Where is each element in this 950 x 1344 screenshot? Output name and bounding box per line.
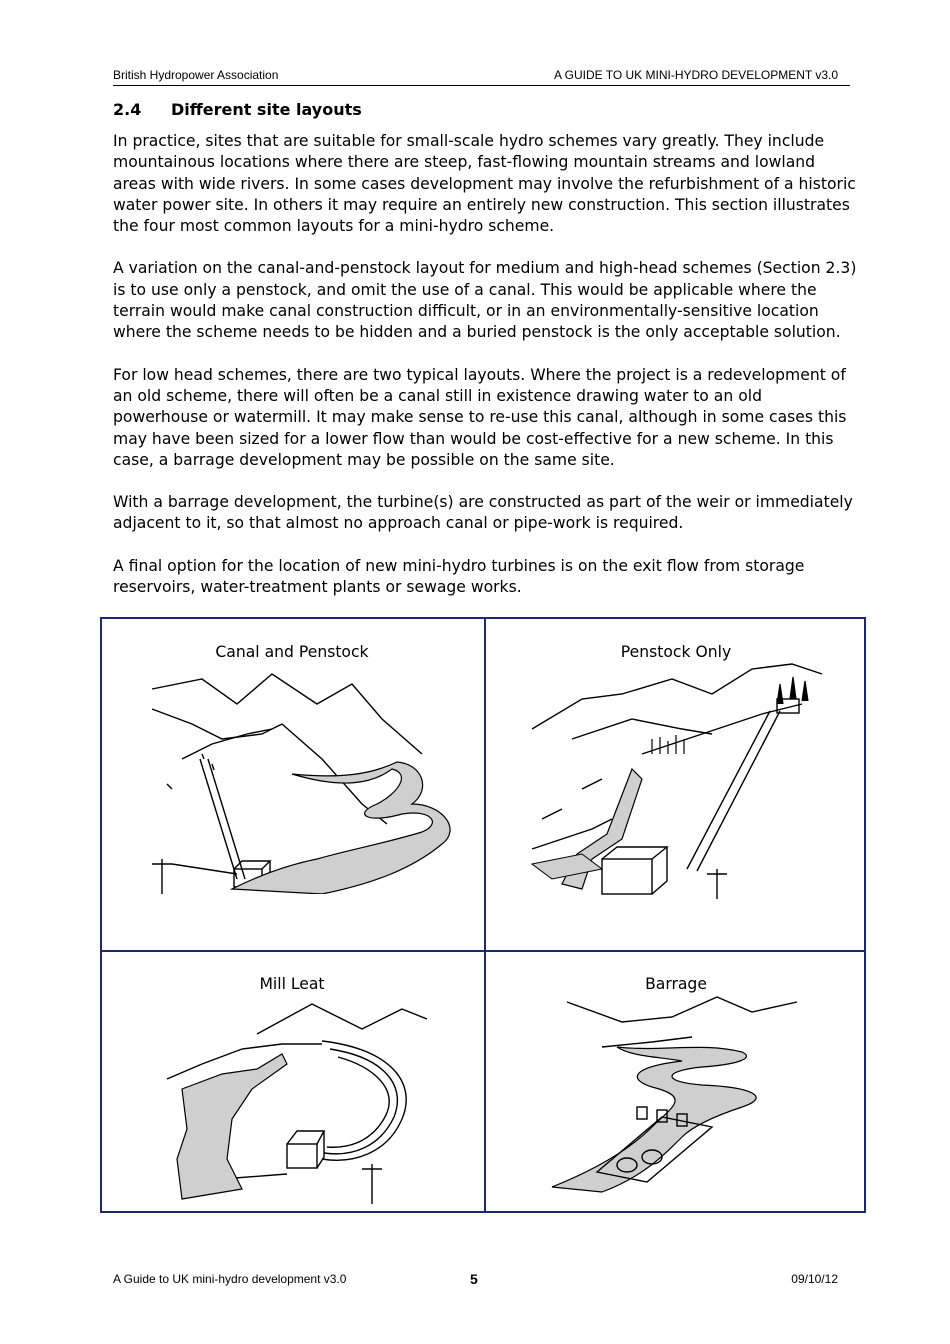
body-text: [113, 131, 858, 619]
caption-barrage: Barrage: [645, 975, 707, 993]
header-left: British Hydropower Association: [113, 68, 279, 82]
site-layouts-figure: [100, 617, 866, 1213]
caption-mill-leat: Mill Leat: [259, 975, 325, 993]
section-heading: [113, 100, 362, 119]
barrage-illustration: [542, 987, 822, 1202]
page-number: 5: [470, 1271, 478, 1287]
caption-canal-penstock: Canal and Penstock: [215, 643, 369, 661]
figure-divider-horizontal: [102, 950, 864, 952]
header-right: A GUIDE TO UK MINI-HYDRO DEVELOPMENT v3.0: [553, 68, 838, 82]
paragraph: In practice, sites that are suitable for small-scale hydro schemes vary greatly. They include mountainous locations where there are steep, fast-flowing mountain streams and lowland areas with wide rivers. In some cases development may involve the refurbishment of a historic water power site. In others it may require an entirely new construction. This section illustrates the four most common layouts for a mini-hydro scheme.: [113, 132, 856, 236]
penstock-only-illustration: [522, 659, 842, 899]
page-header: [113, 67, 850, 86]
section-title: Different site layouts: [171, 100, 362, 119]
section-number: 2.4: [113, 100, 142, 119]
mill-leat-illustration: [162, 989, 432, 1204]
footer-left: A Guide to UK mini-hydro development v3.0: [113, 1272, 347, 1286]
canal-penstock-illustration: [142, 664, 462, 894]
paragraph: With a barrage development, the turbine(s) are constructed as part of the weir or immediately adjacent to it, so that almost no approach canal or pipe-work is required.: [113, 493, 853, 533]
paragraph: A final option for the location of new mini-hydro turbines is on the exit flow from storage reservoirs, water-treatment plants or sewage works.: [113, 556, 805, 597]
caption-penstock-only: Penstock Only: [620, 643, 732, 661]
footer-date: 09/10/12: [791, 1272, 838, 1286]
paragraph: A variation on the canal-and-penstock layout for medium and high-head schemes (Section 2.3) is to use only a penstock, and omit the use of a canal. This would be applicable where the terrain would make canal construction difficult, or in an environmentally-sensitive location where the scheme needs to be hidden and a buried penstock is the only acceptable solution.: [113, 259, 857, 342]
paragraph: For low head schemes, there are two typical layouts. Where the project is a redevelopment of an old scheme, there will often be a canal still in existence drawing water to an old powerhouse or watermill. It may make sense to re-use this canal, although in some cases this may have been sized for a lower flow than would be cost-effective for a new scheme. In this case, a barrage development may be possible on the same site.: [113, 365, 847, 469]
figure-divider-vertical: [484, 619, 486, 1211]
